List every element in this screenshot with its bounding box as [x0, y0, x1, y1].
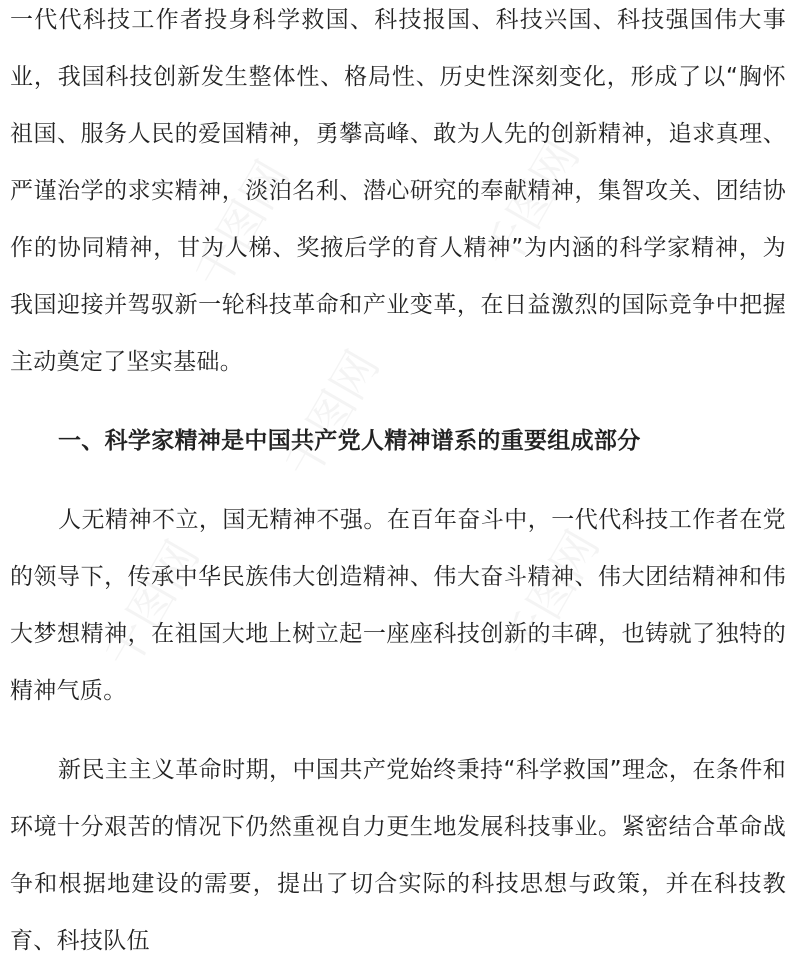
paragraph: 一代代科技工作者投身科学救国、科技报国、科技兴国、科技强国伟大事业，我国科技创新发生整体性、格局性、历史性深刻变化，形成了以“胸怀祖国、服务人民的爱国精神，勇攀高峰、敢为人先的创新精神，追求真理、严谨治学的求实精神，淡泊名利、潜心研究的奉献精神，集智攻关、团结协作的协同精神，甘为人梯、奖掖后学的育人精神”为内涵的科学家精神，为我国迎接并驾驭新一轮科技革命和产业变革，在日益激烈的国际竞争中把握主动奠定了坚实基础。 [10, 7, 786, 375]
paragraph-gap [10, 391, 786, 413]
section-heading: 一、科学家精神是中国共产党人精神谱系的重要组成部分 [58, 428, 641, 454]
paragraph: 人无精神不立，国无精神不强。在百年奋斗中，一代代科技工作者在党的领导下，传承中华民族伟大创造精神、伟大奋斗精神、伟大团结精神和伟大梦想精神，在祖国大地上树立起一座座科技创新的丰碑，也铸就了独特的精神气质。 [10, 507, 786, 704]
paragraph-gap [10, 470, 786, 492]
paragraph-gap [10, 720, 786, 742]
watermark-logo: 千图网 [273, 341, 390, 488]
watermark-logo: 千图网 [493, 521, 610, 668]
document-body [10, 0, 786, 970]
watermark-logo: 千图网 [473, 131, 590, 278]
paragraph: 新民主主义革命时期，中国共产党始终秉持“科学救国”理念，在条件和环境十分艰苦的情况下仍然重视自力更生地发展科技事业。紧密结合革命战争和根据地建设的需要，提出了切合实际的科技思想与政策，并在科技教育、科技队伍 [10, 757, 786, 954]
watermark-logo: 千图网 [183, 151, 300, 298]
watermark-logo: 千图网 [93, 531, 210, 678]
